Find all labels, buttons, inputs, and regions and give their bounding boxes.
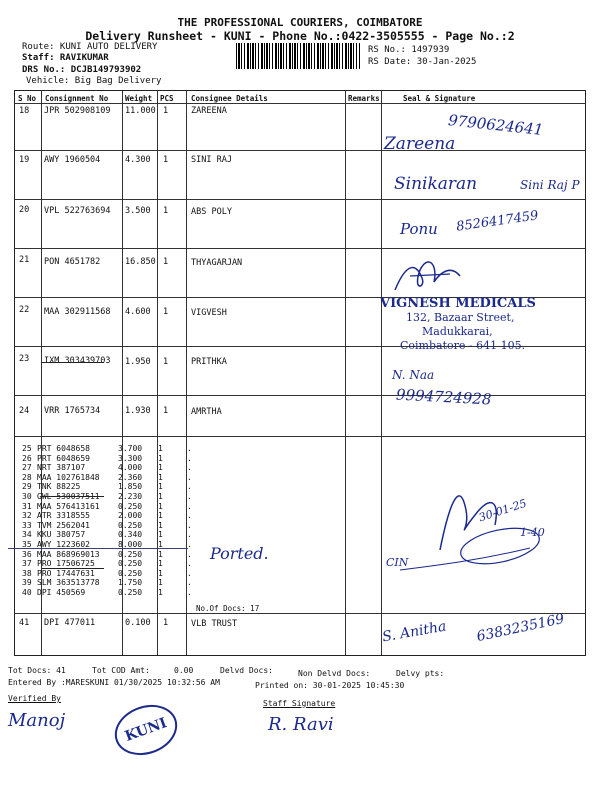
group-row-weight: 0.250 — [118, 559, 143, 569]
kuni-stamp-text: KUNI — [122, 715, 170, 745]
non-delivered-docs: Non Delvd Docs: — [298, 669, 371, 678]
group-row-consignee-dot: . — [187, 501, 192, 511]
group-row-consignment: KKU 380757 — [37, 530, 86, 540]
row18-weight: 11.000 — [125, 106, 156, 116]
group-row-sno: 33 — [22, 520, 32, 530]
total-cod-value: 0.00 — [174, 666, 194, 675]
row23-consignment: IXM 303439703 — [44, 356, 111, 366]
col-pcs-header: PCS — [160, 94, 174, 103]
group-row-sno: 26 — [22, 453, 32, 463]
group-row-sno: 30 — [22, 492, 32, 501]
group-row-consignee-dot: . — [187, 472, 192, 482]
group-row-weight: 1.850 — [118, 482, 143, 492]
row-divider — [15, 103, 585, 104]
kuni-stamp — [108, 697, 185, 764]
row23-pcs: 1 — [163, 357, 169, 367]
group-row-sno: 34 — [22, 530, 32, 540]
col-sno-header: S No — [18, 94, 37, 103]
group-row-consignment: ATR 3318555 — [37, 511, 90, 521]
group-row-weight: 0.250 — [118, 520, 143, 530]
col-remarks-header: Remarks — [348, 94, 380, 103]
row41-sno: 41 — [19, 618, 30, 628]
group-row-consignee-dot: . — [187, 453, 192, 463]
verified-by-label: Verified By — [8, 694, 61, 703]
group-row-weight: 0.250 — [118, 588, 143, 597]
signature-19: Sinikaran — [394, 174, 478, 194]
delivery-points: Delvy pts: — [396, 669, 445, 678]
group-row-weight: 2.360 — [118, 472, 143, 482]
row24-consignment: VRR 1765734 — [44, 406, 101, 416]
total-cod-label: Tot COD Amt: — [92, 666, 150, 675]
drs-number: DRS No.: DCJB149793902 — [22, 65, 142, 75]
row18-consignee: ZAREENA — [191, 106, 227, 116]
row21-consignment: PON 4651782 — [44, 257, 101, 267]
group-row-consignment: MAA 102761848 — [37, 472, 100, 482]
group-row-pcs: 1 — [158, 520, 163, 530]
group-row-consignment: GWL 530037511 — [37, 492, 100, 501]
group-row-weight: 0.250 — [118, 568, 143, 578]
signature-41: S. Anitha — [381, 618, 448, 646]
row18-pcs: 1 — [163, 106, 169, 116]
row-divider — [15, 436, 585, 437]
stamp-business-name: VIGNESH MEDICALS — [380, 296, 536, 311]
group-row-consignment: SLM 363513778 — [37, 578, 100, 588]
group-row-sno: 27 — [22, 463, 32, 473]
group-row-pcs: 1 — [158, 559, 163, 569]
group-row-consignee-dot: . — [187, 444, 192, 453]
row-divider — [15, 613, 585, 614]
group-row-sno: 39 — [22, 578, 32, 588]
row41-weight: 0.100 — [125, 618, 151, 628]
row19-pcs: 1 — [163, 155, 169, 165]
signature-21-scribble — [390, 256, 470, 298]
row18-consignment: JPR 502908109 — [44, 106, 111, 116]
group-signature-scribble — [380, 470, 570, 580]
group-row-consignee-dot: . — [187, 588, 192, 597]
group-row-consignment: MAA 576413161 — [37, 501, 100, 511]
row22-pcs: 1 — [163, 307, 169, 317]
staff-label: Staff: RAVIKUMAR — [22, 53, 109, 63]
group-row-consignee-dot: . — [187, 559, 192, 569]
group-doc-count: No.Of Docs: 17 — [196, 604, 260, 613]
group-row-consignment: MAA 868969013 — [37, 549, 100, 559]
entered-by: Entered By :MARESKUNI 01/30/2025 10:32:56 AM — [8, 678, 220, 687]
group-row-consignment: TVM 2562041 — [37, 520, 90, 530]
group-row-consignee-dot: . — [187, 511, 192, 521]
row19-consignee: SINI RAJ — [191, 155, 232, 165]
group-row-sno: 38 — [22, 568, 32, 578]
row24-pcs: 1 — [163, 406, 169, 416]
strike-row30 — [42, 496, 104, 497]
col-weight-header: Weight — [125, 94, 153, 103]
group-row-pcs: 1 — [158, 472, 163, 482]
stamp-address-3: Coimbatore - 641 105. — [400, 339, 526, 352]
handwritten-phone-18: 9790624641 — [447, 111, 545, 139]
delivered-docs: Delvd Docs: — [220, 666, 273, 675]
col-consignment-header: Consignment No — [45, 94, 109, 103]
handwritten-phone-24: 9994724928 — [395, 385, 492, 409]
row41-pcs: 1 — [163, 618, 169, 628]
group-row-consignee-dot: . — [187, 549, 192, 559]
group-row-pcs: 1 — [158, 482, 163, 492]
cin-mark: CIN — [386, 556, 409, 569]
group-signature-time: 1-40 — [520, 526, 545, 539]
col-divider — [345, 91, 346, 655]
company-name: THE PROFESSIONAL COURIERS, COIMBATORE — [177, 16, 423, 29]
group-row-consignment: AWY 1223602 — [37, 540, 90, 549]
route-label: Route: KUNI AUTO DELIVERY — [22, 42, 158, 52]
row20-weight: 3.500 — [125, 206, 151, 216]
group-row-consignment: DPI 450569 — [37, 588, 86, 597]
group-row-sno: 40 — [22, 588, 32, 597]
group-row-consignee-dot: . — [187, 520, 192, 530]
row24-weight: 1.930 — [125, 406, 151, 416]
group-signature-date: 30-01-25 — [477, 496, 529, 525]
group-row-pcs: 1 — [158, 530, 163, 540]
row22-weight: 4.600 — [125, 307, 151, 317]
group-row-consignee-dot: . — [187, 492, 192, 501]
group-row-consignee-dot: . — [187, 578, 192, 588]
signature-20: Ponu — [400, 220, 438, 238]
strike-row23 — [42, 362, 104, 363]
row21-pcs: 1 — [163, 257, 169, 267]
vehicle-label: Vehicle: Big Bag Delivery — [26, 76, 162, 86]
group-row-weight: 2.230 — [118, 492, 143, 501]
row24-sno: 24 — [19, 406, 30, 416]
row23-consignee: PRITHKA — [191, 357, 227, 367]
group-row-weight: 0.340 — [118, 530, 143, 540]
verified-by-signature: Manoj — [8, 710, 66, 731]
row20-sno: 20 — [19, 205, 30, 215]
row21-sno: 21 — [19, 255, 30, 265]
row41-consignee: VLB TRUST — [191, 619, 238, 629]
printed-on: Printed on: 30-01-2025 10:45:30 — [255, 681, 405, 690]
row-divider — [15, 150, 585, 151]
group-row-weight: 3.700 — [118, 444, 143, 453]
group-row-sno: 31 — [22, 501, 32, 511]
row-divider — [15, 199, 585, 200]
group-row-consignment: PRO 17506725 — [37, 559, 95, 569]
group-row-consignee-dot: . — [187, 568, 192, 578]
total-docs: Tot Docs: 41 — [8, 666, 66, 675]
group-row-consignment: PRT 6048659 — [37, 453, 90, 463]
row24-consignee: AMRTHA — [191, 407, 222, 417]
group-row-sno: 28 — [22, 472, 32, 482]
rs-date: RS Date: 30-Jan-2025 — [368, 57, 477, 67]
group-row-pcs: 1 — [158, 453, 163, 463]
group-row-pcs: 1 — [158, 463, 163, 473]
group-row-sno: 32 — [22, 511, 32, 521]
row22-consignment: MAA 302911568 — [44, 307, 111, 317]
group-row-pcs: 1 — [158, 588, 163, 597]
col-seal-header: Seal & Signature — [403, 94, 476, 103]
group-row-consignment: NRT 387107 — [37, 463, 86, 473]
row22-sno: 22 — [19, 305, 30, 315]
group-row-pcs: 1 — [158, 501, 163, 511]
group-row-pcs: 1 — [158, 492, 163, 501]
group-row-sno: 29 — [22, 482, 32, 492]
col-consignee-header: Consignee Details — [191, 94, 268, 103]
row19-weight: 4.300 — [125, 155, 151, 165]
group-row-sno: 37 — [22, 559, 32, 569]
row-divider — [15, 248, 585, 249]
signature-18: Zareena — [384, 134, 456, 154]
group-row-weight: 0.250 — [118, 549, 143, 559]
group-row-pcs: 1 — [158, 578, 163, 588]
barcode — [236, 43, 360, 69]
row-divider — [15, 395, 585, 396]
signature-24-name: N. Naa — [392, 368, 435, 382]
row20-consignee: ABS POLY — [191, 207, 232, 217]
stamp-address-1: 132, Bazaar Street, — [406, 311, 515, 324]
group-row-weight: 1.750 — [118, 578, 143, 588]
group-row-pcs: 1 — [158, 549, 163, 559]
group-row-consignment: PRT 6048658 — [37, 444, 90, 453]
group-row-consignee-dot: . — [187, 530, 192, 540]
group-row-weight: 3.300 — [118, 453, 143, 463]
row41-consignment: DPI 477011 — [44, 618, 96, 628]
group-row-consignee-dot: . — [187, 482, 192, 492]
row20-consignment: VPL 522763694 — [44, 206, 111, 216]
handwritten-phone-41: 6383235169 — [475, 610, 566, 646]
signature-19-tail: Sini Raj P — [520, 178, 580, 192]
remark-ported: Ported. — [210, 544, 269, 563]
row19-consignment: AWY 1960504 — [44, 155, 101, 165]
strike-row35 — [8, 548, 188, 549]
staff-signature-label: Staff Signature — [263, 699, 336, 708]
row23-weight: 1.950 — [125, 357, 151, 367]
group-row-weight: 4.000 — [118, 463, 143, 473]
rs-number: RS No.: 1497939 — [368, 45, 450, 55]
row21-weight: 16.850 — [125, 257, 156, 267]
row20-pcs: 1 — [163, 206, 169, 216]
group-row-sno: 25 — [22, 444, 32, 453]
group-row-consignment: PRO 17447631 — [37, 568, 95, 578]
row18-sno: 18 — [19, 106, 30, 116]
row21-consignee: THYAGARJAN — [191, 258, 243, 268]
group-row-pcs: 1 — [158, 540, 163, 549]
group-row-pcs: 1 — [158, 444, 163, 453]
group-row-weight: 0.250 — [118, 501, 143, 511]
group-row-sno: 35 — [22, 540, 32, 549]
staff-signature: R. Ravi — [268, 714, 334, 735]
strike-row37 — [42, 568, 104, 569]
group-row-consignee-dot: . — [187, 463, 192, 473]
runsheet-title: Delivery Runsheet - KUNI - Phone No.:0422-3505555 - Page No.:2 — [85, 29, 515, 43]
row19-sno: 19 — [19, 155, 30, 165]
group-row-pcs: 1 — [158, 511, 163, 521]
group-row-consignment: TNK 88225 — [37, 482, 81, 492]
row22-consignee: VIGVESH — [191, 308, 227, 318]
group-row-weight: 8.000 — [118, 540, 143, 549]
row23-sno: 23 — [19, 354, 30, 364]
group-row-weight: 2.000 — [118, 511, 143, 521]
handwritten-phone-20: 8526417459 — [455, 208, 540, 235]
group-row-consignee-dot: . — [187, 540, 192, 549]
group-row-pcs: 1 — [158, 568, 163, 578]
group-row-sno: 36 — [22, 549, 32, 559]
stamp-address-2: Madukkarai, — [422, 325, 493, 338]
